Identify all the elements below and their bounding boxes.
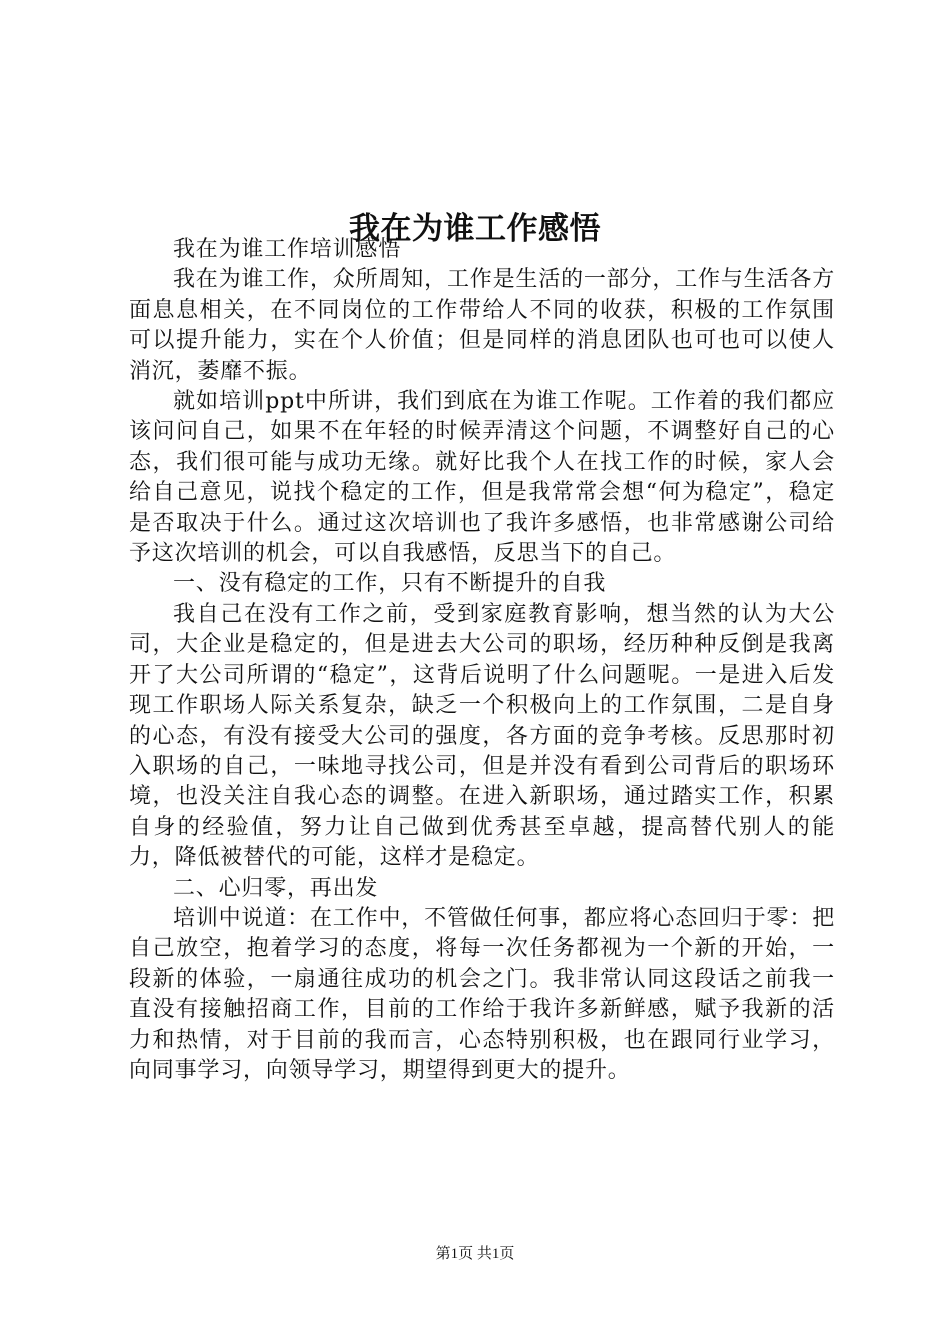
paragraph-subtitle: 我在为谁工作培训感悟 <box>173 237 402 262</box>
document-body <box>129 235 835 1086</box>
paragraph-section-2: 培训中说道：在工作中，不管做任何事，都应将心态回归于零：把自己放空，抱着学习的态度，将每一次任务都视为一个新的开始，一段新的体验，一扇通往成功的机会之门。我非常认同这段话之前我一直没有接触招商工作，目前的工作给于我许多新鲜感，赋予我新的活力和热情，对于目前的我而言，心态特别积极，也在跟同行业学习，向同事学习，向领导学习，期望得到更大的提升。 <box>129 905 835 1083</box>
section-heading-1: 一、没有稳定的工作，只有不断提升的自我 <box>173 571 607 597</box>
paragraph-intro: 我在为谁工作，众所周知，工作是生活的一部分，工作与生活各方面息息相关，在不同岗位的工作带给人不同的收获，积极的工作氛围可以提升能力，实在个人价值；但是同样的消息团队也可也可以使人消沉，萎靡不振。 <box>129 267 835 384</box>
section-heading-2: 二、心归零，再出发 <box>173 875 379 901</box>
document-title: 我在为谁工作感悟 <box>349 210 601 247</box>
paragraph-question: 就如培训ppt中所讲，我们到底在为谁工作呢。工作着的我们都应该问问自己，如果不在年轻的时候弄清这个问题，不调整好自己的心态，我们很可能与成功无缘。就好比我个人在找工作的时候，家人会给自己意见，说找个稳定的工作，但是我常常会想“何为稳定”，稳定是否取决于什么。通过这次培训也了我许多感悟，也非常感谢公司给予这次培训的机会，可以自我感悟，反思当下的自己。 <box>129 389 835 567</box>
paragraph-section-1: 我自己在没有工作之前，受到家庭教育影响，想当然的认为大公司，大企业是稳定的，但是进去大公司的职场，经历种种反倒是我离开了大公司所谓的“稳定”，这背后说明了什么问题呢。一是进入后发现工作职场人际关系复杂，缺乏一个积极向上的工作氛围，二是自身的心态，有没有接受大公司的强度，各方面的竞争考核。反思那时初入职场的自己，一味地寻找公司，但是并没有看到公司背后的职场环境，也没关注自我心态的调整。在进入新职场，通过踏实工作，积累自身的经验值，努力让自己做到优秀甚至卓越，提高替代别人的能力，降低被替代的可能，这样才是稳定。 <box>129 601 835 871</box>
page-footer: 第1页 共1页 <box>435 1246 515 1262</box>
